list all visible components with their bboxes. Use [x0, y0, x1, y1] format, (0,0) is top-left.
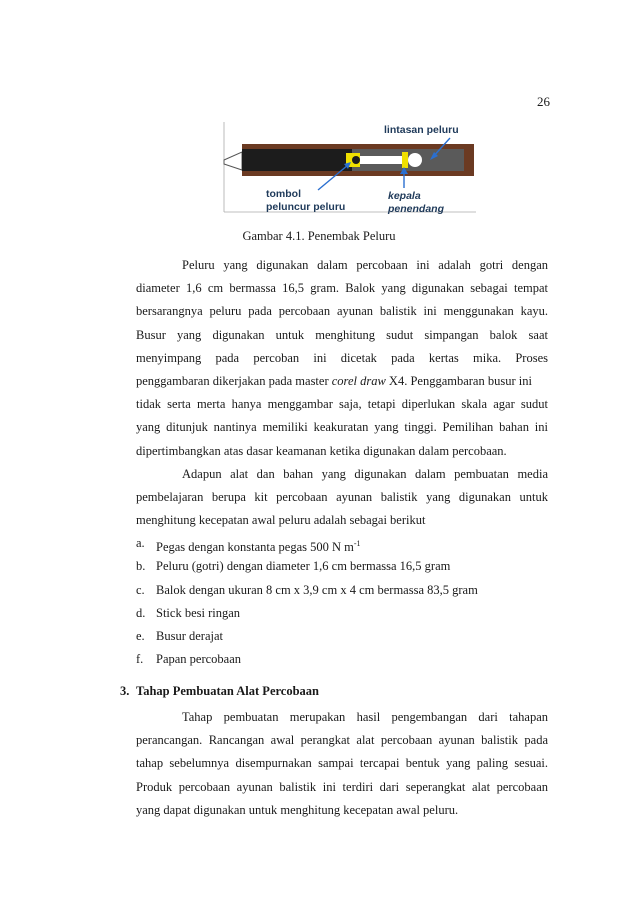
paragraph-line: Peluru yang digunakan dalam percobaan ini adalah gotri dengan [182, 258, 548, 272]
figure-caption: Gambar 4.1. Penembak Peluru [242, 229, 396, 243]
paragraph-line: Produk percobaan ayunan balistik ini terdiri dari seperangkat alat percobaan [136, 779, 548, 794]
paragraph-line: yang dapat digunakan untuk menghitung kecepatan awal peluru. [136, 802, 459, 817]
paragraph-line: diameter 1,6 cm bermassa 16,5 gram. Balok yang digunakan sebagai tempat [136, 281, 548, 296]
paragraph-line: dipertimbangkan atas dasar keamanan ketika digunakan dalam percobaan. [136, 443, 507, 458]
launcher-tube [242, 149, 354, 171]
software-name: corel draw [331, 373, 386, 388]
paragraph-line: menghitung kecepatan awal peluru adalah sebagai berikut [136, 513, 426, 528]
label-head-1: kepala [388, 190, 421, 202]
paragraph-line: pembelajaran berupa kit percobaan ayunan balistik yang digunakan untuk [136, 489, 548, 504]
bullet-ball [408, 153, 422, 167]
page-number: 26 [537, 94, 550, 109]
list-item: d. Stick besi ringan [136, 605, 241, 620]
body-text-1 [136, 254, 548, 671]
paragraph-line: tahap sebelumnya disempurnakan sampai tercapai bentuk yang paling sesuai. [136, 756, 548, 771]
paragraph-line: bersarangnya peluru pada percobaan ayunan balistik ini menggunakan kayu. [136, 304, 548, 319]
list-item: a. Pegas dengan konstanta pegas 500 N $m^{-1}$ [136, 536, 361, 555]
label-button-2: peluncur peluru [266, 201, 346, 213]
list-item: c. Balok dengan ukuran 8 cm x 3,9 cm x 4 cm bermassa 83,5 gram [136, 582, 478, 597]
kicker-head [402, 152, 408, 168]
section-heading: 3. Tahap Pembuatan Alat Percobaan [120, 684, 320, 698]
paragraph-line: menyimpang pada percoban ini dicetak pada kertas mika. Proses [136, 350, 548, 365]
list-item: e. Busur derajat [136, 629, 223, 643]
paragraph-line: Busur yang digunakan untuk menghitung sudut simpangan balok saat [136, 327, 548, 342]
label-button-1: tombol [266, 188, 301, 200]
launcher-tip [224, 152, 242, 170]
label-path: lintasan peluru [384, 124, 459, 136]
paragraph-line: yang ditunjuk nantinya memiliki keakuratan yang tinggi. Pemilihan bahan ini [136, 420, 548, 435]
paragraph-line: perancangan. Rancangan awal perangkat alat percobaan ayunan balistik pada [136, 733, 548, 748]
paragraph-line: Tahap pembuatan merupakan hasil pengembangan dari tahapan [182, 710, 548, 724]
paragraph-line: penggambaran dikerjakan pada master corel draw X4. Penggambaran busur ini [136, 373, 532, 388]
figure-bullet-launcher [218, 120, 480, 216]
label-head-2: penendang [388, 203, 445, 215]
body-text-2 [136, 706, 548, 822]
paragraph-line: Adapun alat dan bahan yang digunakan dalam pembuatan media [182, 466, 548, 481]
paragraph-line: tidak serta merta hanya menggambar saja, tetapi diperlukan skala agar sudut [136, 397, 548, 412]
list-item: f. Papan percobaan [136, 652, 242, 667]
launcher-illustration [218, 120, 480, 216]
list-item: b. Peluru (gotri) dengan diameter 1,6 cm bermassa 16,5 gram [136, 559, 451, 574]
